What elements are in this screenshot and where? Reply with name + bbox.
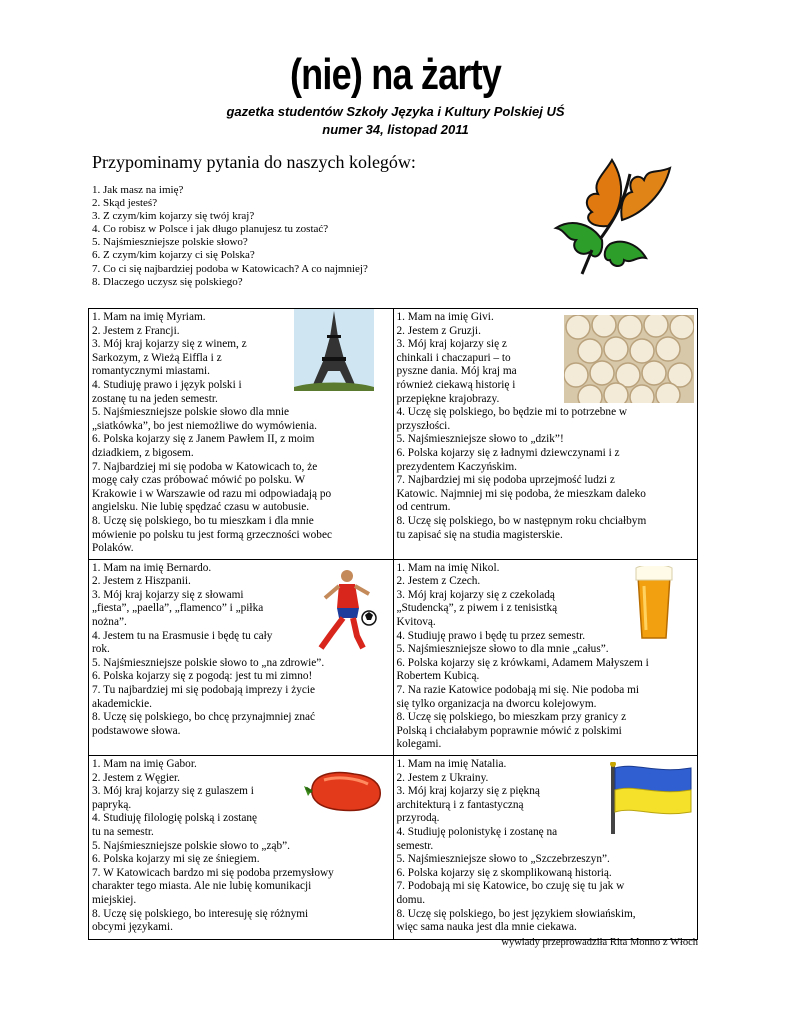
dumplings-icon [564,315,694,403]
question-item: 5. Najśmieszniejsze polskie słowo? [92,236,248,249]
interview-line: „Studencką”, z piwem i z tenisistką [396,602,558,615]
interview-line: 6. Polska kojarzy się z ładnymi dziewczynami i z [396,446,620,459]
interview-line: akademickie. [92,697,152,710]
question-item: 3. Z czym/kim kojarzy się twój kraj? [92,210,255,223]
interview-line: 4. Studiuję prawo i będę tu przez semestr. [396,629,586,642]
interview-line: 8. Uczę się polskiego, bo interesuję się różnymi [92,907,309,920]
interview-line: 3. Mój kraj kojarzy się z czekoladą [396,588,555,601]
autumn-leaves-icon [552,154,676,278]
interview-line: tu na semestr. [92,825,154,838]
interview-line: obcymi językami. [92,921,173,934]
interview-line: 7. Najbardziej mi się podoba uprzejmość ludzi z [396,474,615,487]
interview-line: 1. Mam na imię Myriam. [92,311,206,323]
interview-line: zostanę tu na jeden semestr. [92,392,218,405]
interview-line: papryką. [92,798,132,811]
interview-line: kolegami. [396,738,442,751]
interview-line: miejskiej. [92,893,137,906]
interview-line: Krakowie i w Warszawie od razu mi odpowiadają po [92,487,332,500]
credit-line: wywiady przeprowadziła Rita Monno z Włoch [501,937,698,948]
interview-line: mogę cały czas próbować mówić po polsku. W [92,474,306,487]
interview-line: Katowic. Najmniej mi się podoba, że mieszkam daleko [396,487,646,500]
beer-glass-icon [634,566,674,642]
question-item: 8. Dlaczego uczysz się polskiego? [92,275,243,288]
interview-line: chinkali i chaczapuri – to [396,351,511,364]
interview-line: 4. Studiuję filologię polską i zostanę [92,812,258,825]
interview-line: 1. Mam na imię Gabor. [92,758,197,770]
question-list [92,184,368,289]
interview-line: rok. [92,643,110,656]
intro-heading: Przypominamy pytania do naszych kolegów: [92,152,416,172]
newsletter-title: (nie) na żarty [289,50,502,99]
interview-line: mówienie po polsku tu jest formą grzeczności wobec [92,528,332,541]
interview-line: 2. Jestem z Węgier. [92,771,180,784]
interview-line: 4. Studiuję polonistykę i zostanę na [396,825,558,838]
interview-line: prezydentem Kaczyńskim. [396,460,517,473]
interview-line: 7. Tu najbardziej mi się podobają imprezy i życie [92,684,316,697]
interview-line: pyszne dania. Mój kraj ma [396,365,517,378]
interview-line: Polaków. [92,542,134,555]
interview-cell [393,756,698,940]
question-item: 2. Skąd jesteś? [92,197,158,210]
interview-line: 5. Najśmieszniejsze słowo to „dzik”! [396,433,564,446]
ukraine-flag-icon [609,762,693,834]
interview-line: 6. Polska kojarzy się z krówkami, Adamem Małyszem i [396,656,649,669]
interview-line: 4. Uczę się polskiego, bo będzie mi to potrzebne w [396,406,628,419]
interview-line: 2. Jestem z Hiszpanii. [92,575,191,588]
interview-line: Sarkozym, z Wieżą Eiffla i z [92,351,222,364]
interview-line: 8. Uczę się polskiego, bo chcę przynajmniej znać [92,711,316,724]
interview-line: architekturą i z fantastyczną [396,798,524,811]
football-player-icon [317,568,379,652]
interview-line: dziadkiem, z bigosem. [92,446,194,459]
paprika-icon [304,766,384,816]
question-item: 1. Jak masz na imię? [92,184,184,196]
interview-line: się tylko organizacja na dworcu kolejowym. [396,697,597,710]
interview-line: nożna”. [92,616,127,629]
interview-line: więc sama nauka jest dla mnie ciekawa. [396,921,577,934]
interview-line: 5. Najśmieszniejsze słowo to „Szczebrzeszyn”. [396,853,610,866]
interview-cell [89,756,394,940]
interview-line: 1. Mam na imię Givi. [396,311,494,323]
interview-line: również ciekawą historię i [396,378,516,391]
interview-cell [393,309,698,560]
interview-line: 8. Uczę się polskiego, bo tu mieszkam i dla mnie [92,514,314,527]
interview-line: „fiesta”, „paella”, „flamenco” i „piłka [92,602,264,615]
interview-line: 3. Mój kraj kojarzy się z słowami [92,588,244,601]
interview-line: 3. Mój kraj kojarzy się z piękną [396,785,540,798]
interview-line: 7. Najbardziej mi się podoba w Katowicach to, że [92,460,318,473]
interview-line: domu. [396,893,426,906]
interview-line: semestr. [396,839,434,852]
interview-line: 5. Najśmieszniejsze słowo to dla mnie „całus”. [396,643,609,656]
interview-line: romantycznymi miastami. [92,365,210,378]
interview-cell [89,559,394,755]
interview-cell [393,559,698,755]
interview-line: 5. Najśmieszniejsze polskie słowo dla mnie [92,406,290,419]
interview-line: tu zapisać się na studia magisterskie. [396,528,563,541]
interview-line: 7. Podobają mi się Katowice, bo czuję się tu jak w [396,880,625,893]
interview-line: angielsku. Nie lubię spędzać czasu w autobusie. [92,501,310,514]
interview-line: 7. Na razie Katowice podobają mi się. Nie podoba mi [396,684,639,697]
interview-line: 6. Polska kojarzy mi się ze śniegiem. [92,853,260,866]
issue-number: numer 34, listopad 2011 [322,122,469,137]
interview-line: charakter tego miasta. Ale nie lubię komunikacji [92,880,312,893]
interview-line: 4. Studiuję prawo i język polski i [92,378,242,391]
interview-line: Polską i chciałabym poprawnie mówić z polskimi [396,724,622,737]
interview-line: „siatkówka”, bo jest niemożliwe do wymówienia. [92,419,317,432]
interview-line: 6. Polska kojarzy się z skomplikowaną historią. [396,866,612,879]
interview-line: 7. W Katowicach bardzo mi się podoba przemysłowy [92,866,334,879]
interview-line: 8. Uczę się polskiego, bo jest językiem słowiańskim, [396,907,636,920]
interview-cell [89,309,394,560]
question-item: 6. Z czym/kim kojarzy ci się Polska? [92,249,255,262]
interview-line: 3. Mój kraj kojarzy się z winem, z [92,338,247,351]
eiffel-tower-icon [294,309,374,391]
interview-line: 3. Mój kraj kojarzy się z [396,338,507,351]
interview-line: 8. Uczę się polskiego, bo mieszkam przy granicy z [396,711,627,724]
interview-line: Kvitovą. [396,616,436,629]
interview-table [88,308,698,940]
interview-line: 2. Jestem z Francji. [92,324,180,337]
interview-line: 4. Jestem tu na Erasmusie i będę tu cały [92,629,273,642]
interview-line: przyszłości. [396,419,451,432]
interview-line: 3. Mój kraj kojarzy się z gulaszem i [92,785,254,798]
newsletter-subtitle: gazetka studentów Szkoły Języka i Kultury Polskiej UŚ [226,104,565,119]
interview-line: przepiękne krajobrazy. [396,392,500,405]
question-item: 4. Co robisz w Polsce i jak długo planujesz tu zostać? [92,223,329,236]
interview-line: 5. Najśmieszniejsze polskie słowo to „ząb”. [92,839,290,852]
interview-line: 1. Mam na imię Natalia. [396,758,507,770]
interview-line: 6. Polska kojarzy się z pogodą: jest tu mi zimno! [92,670,313,683]
interview-line: 1. Mam na imię Bernardo. [92,561,212,574]
interview-line: podstawowe słowa. [92,724,181,737]
interview-line: 2. Jestem z Ukrainy. [396,771,489,784]
interview-line: 8. Uczę się polskiego, bo w następnym roku chciałbym [396,514,647,527]
interview-line: przyrodą. [396,812,440,825]
interview-line: 6. Polska kojarzy się z Janem Pawłem II, z moim [92,433,315,446]
interview-line: 5. Najśmieszniejsze polskie słowo to „na zdrowie”. [92,656,325,669]
interview-line: 2. Jestem z Czech. [396,575,481,588]
interview-line: od centrum. [396,501,451,514]
interview-line: 1. Mam na imię Nikol. [396,561,500,574]
interview-line: Robertem Kubicą. [396,670,480,683]
interview-line: 2. Jestem z Gruzji. [396,324,481,337]
question-item: 7. Co ci się najbardziej podoba w Katowicach? A co najmniej? [92,262,368,275]
